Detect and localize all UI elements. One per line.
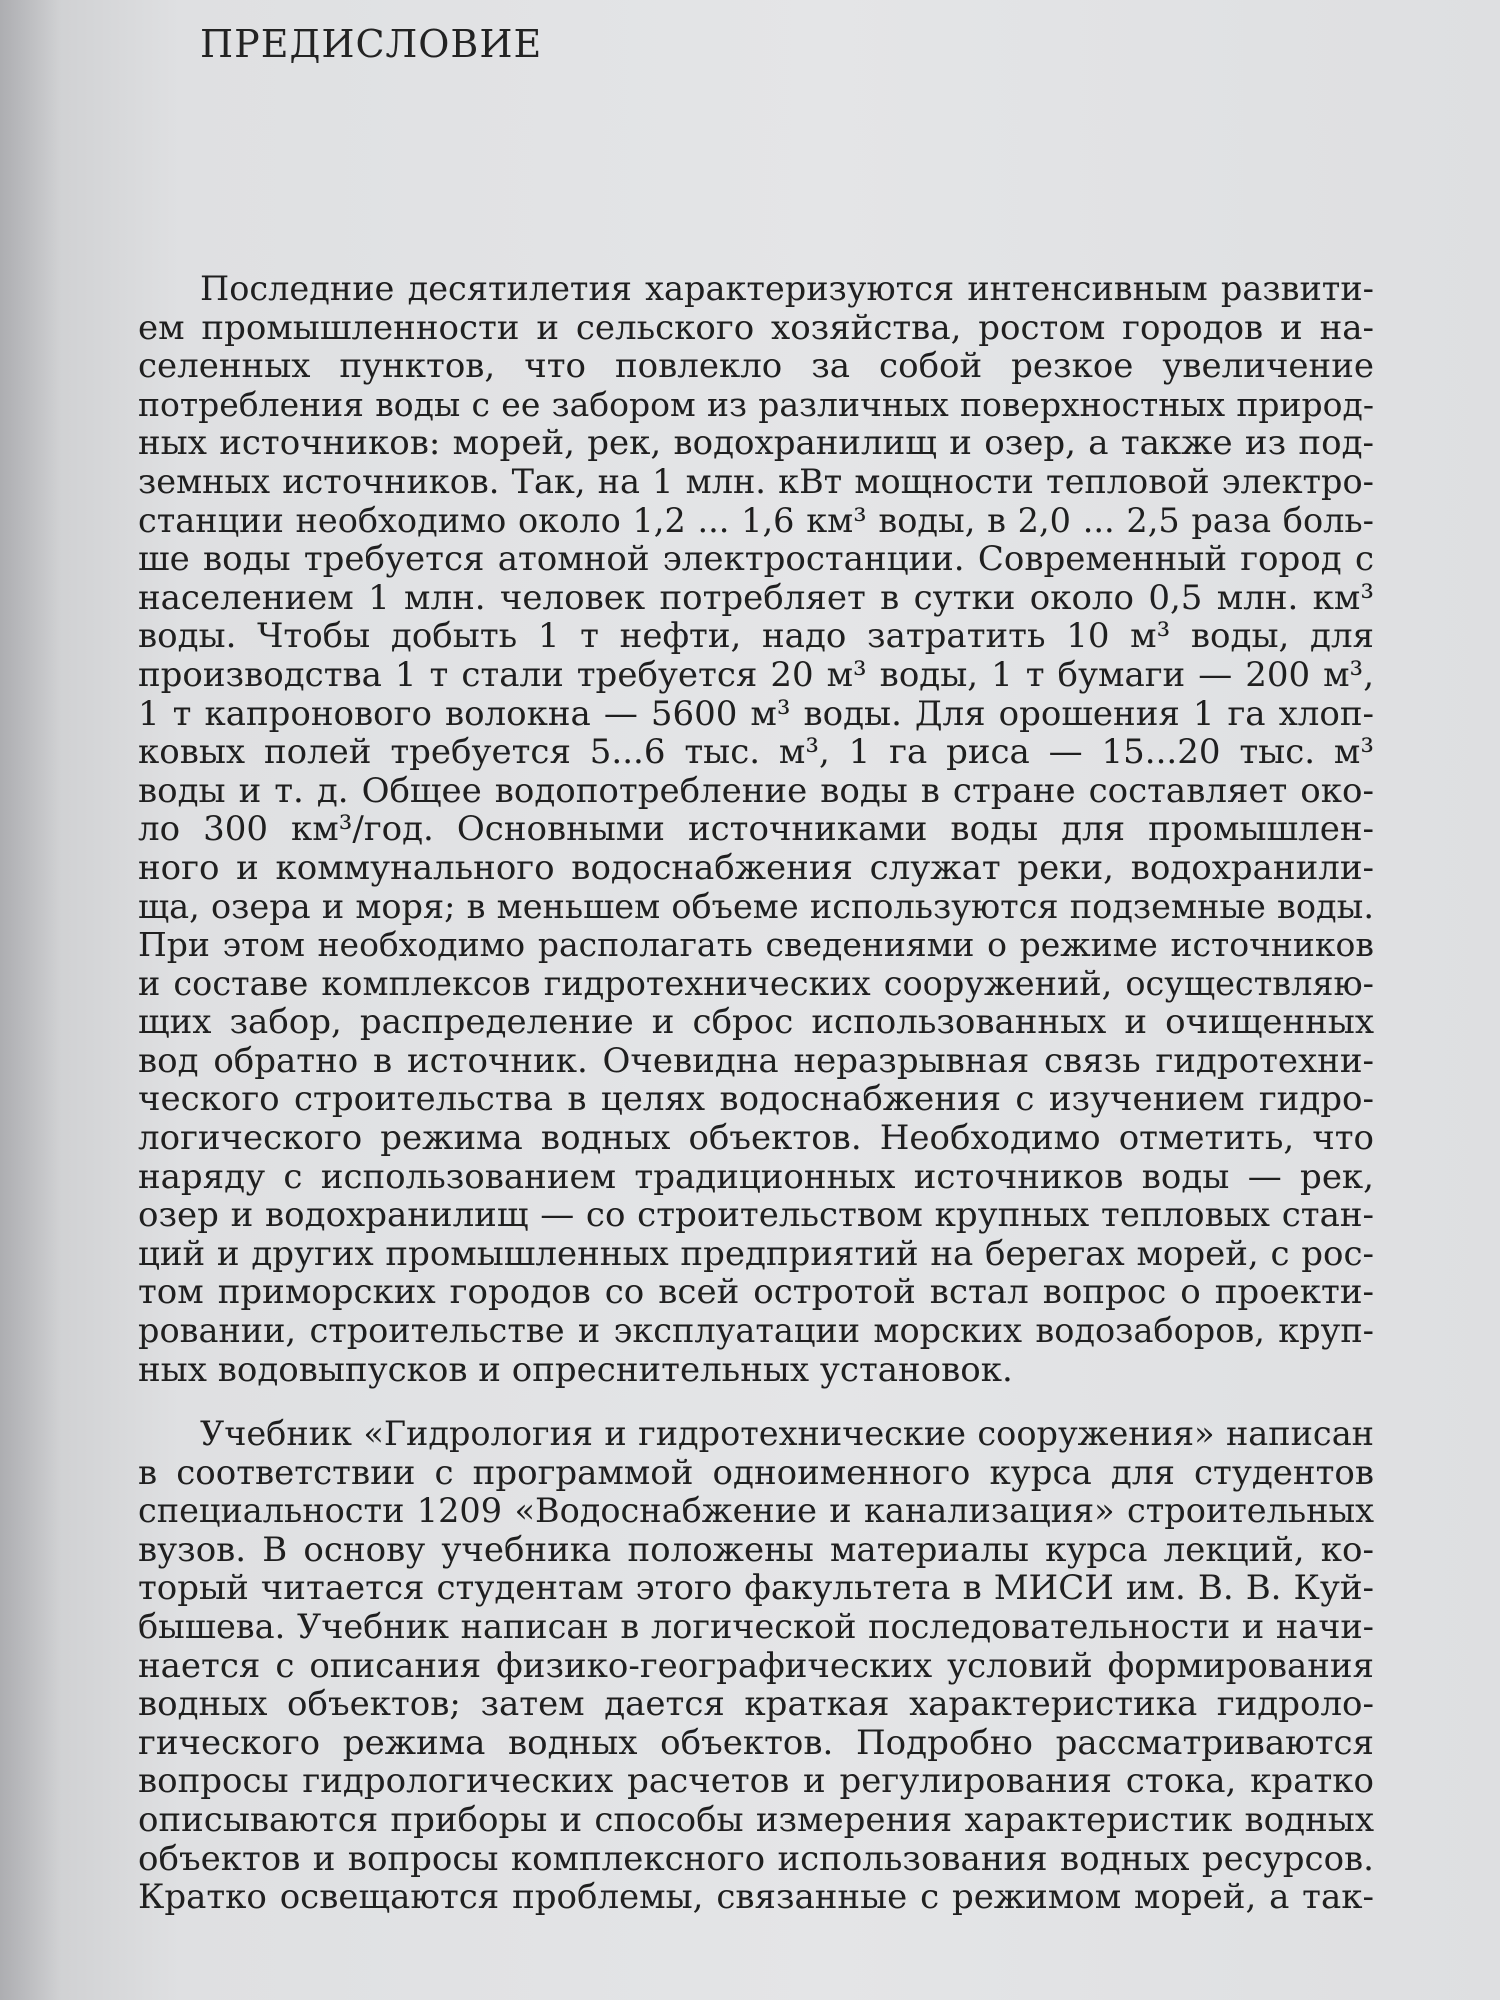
text-line: бышева. Учебник написан в логической последовательности и начи-	[138, 1606, 1374, 1646]
text-line: вопросы гидрологических расчетов и регулирования стока, кратко	[138, 1761, 1374, 1802]
text-line: земных источников. Так, на 1 млн. кВт мощности тепловой электро-	[138, 461, 1374, 501]
text-line: нается с описания физико-географических условий формирования	[138, 1645, 1374, 1686]
text-line: потребления воды с ее забором из различных поверхностных природ-	[138, 384, 1374, 424]
text-line: ровании, строительстве и эксплуатации морских водозаборов, круп-	[138, 1311, 1374, 1351]
text-line: описываются приборы и способы измерения характеристик водных	[138, 1799, 1374, 1840]
text-line: производства 1 т стали требуется 20 м³ воды, 1 т бумаги — 200 м³,	[138, 654, 1374, 695]
text-line: ковых полей требуется 5...6 тыс. м³, 1 га риса — 15...20 тыс. м³	[138, 732, 1374, 773]
text-line: При этом необходимо располагать сведениями о режиме источников	[138, 925, 1374, 965]
text-line: том приморских городов со всей остротой встал вопрос о проекти-	[138, 1272, 1374, 1313]
section-heading: ПРЕДИСЛОВИЕ	[200, 22, 543, 66]
text-line: наряду с использованием традиционных источников воды — рек,	[138, 1156, 1374, 1197]
text-line: Учебник «Гидрология и гидротехнические сооружения» написан	[200, 1414, 1374, 1453]
text-line: вузов. В основу учебника положены материалы курса лекций, ко-	[138, 1529, 1374, 1570]
text-line: ного и коммунального водоснабжения служат реки, водохранили-	[138, 847, 1374, 888]
text-line: ше воды требуется атомной электростанции. Современный город с	[138, 539, 1374, 580]
text-line: ных водовыпусков и опреснительных установок.	[138, 1349, 1013, 1390]
text-line: воды и т. д. Общее водопотребление воды в стране составляет око-	[138, 770, 1374, 811]
text-line: щих забор, распределение и сброс использованных и очищенных	[138, 1002, 1374, 1043]
text-line: ем промышленности и сельского хозяйства, ростом городов и на-	[138, 307, 1374, 348]
text-line: населением 1 млн. человек потребляет в сутки около 0,5 млн. км³	[138, 577, 1374, 618]
text-line: и составе комплексов гидротехнических сооружений, осуществляю-	[138, 963, 1374, 1003]
page-binding-shadow	[0, 0, 60, 2000]
paragraph-2	[138, 1415, 1374, 1917]
text-line: воды. Чтобы добыть 1 т нефти, надо затратить 10 м³ воды, для	[138, 616, 1374, 657]
text-line: ща, озера и моря; в меньшем объеме используются подземные воды.	[138, 886, 1374, 926]
paragraph-1	[138, 270, 1374, 1389]
text-line: станции необходимо около 1,2 ... 1,6 км³ воды, в 2,0 ... 2,5 раза боль-	[138, 500, 1374, 540]
text-line: торый читается студентам этого факультета в МИСИ им. В. В. Куй-	[138, 1568, 1374, 1609]
text-line: гического режима водных объектов. Подробно рассматриваются	[138, 1722, 1374, 1763]
text-line: объектов и вопросы комплексного использования водных ресурсов.	[138, 1838, 1374, 1879]
text-line: ло 300 км³/год. Основными источниками воды для промышлен-	[138, 809, 1374, 850]
text-line: водных объектов; затем дается краткая характеристика гидроло-	[138, 1684, 1374, 1725]
text-line: 1 т капронового волокна — 5600 м³ воды. Для орошения 1 га хлоп-	[138, 693, 1374, 734]
text-line: логического режима водных объектов. Необходимо отметить, что	[138, 1118, 1374, 1159]
text-line: Последние десятилетия характеризуются интенсивным развити-	[200, 269, 1374, 308]
text-line: в соответствии с программой одноименного курса для студентов	[138, 1452, 1374, 1493]
text-line: Кратко освещаются проблемы, связанные с режимом морей, а так-	[138, 1877, 1374, 1918]
text-line: ций и других промышленных предприятий на берегах морей, с рос-	[138, 1233, 1374, 1274]
text-line: специальности 1209 «Водоснабжение и канализация» строительных	[138, 1491, 1374, 1531]
text-line: ных источников: морей, рек, водохранилищ и озер, а также из под-	[138, 423, 1374, 464]
text-line: вод обратно в источник. Очевидна неразрывная связь гидротехни-	[138, 1040, 1374, 1081]
text-line: селенных пунктов, что повлекло за собой резкое увеличение	[138, 346, 1374, 387]
text-line: ческого строительства в целях водоснабжения с изучением гидро-	[138, 1079, 1374, 1120]
text-line: озер и водохранилищ — со строительством крупных тепловых стан-	[138, 1195, 1374, 1236]
